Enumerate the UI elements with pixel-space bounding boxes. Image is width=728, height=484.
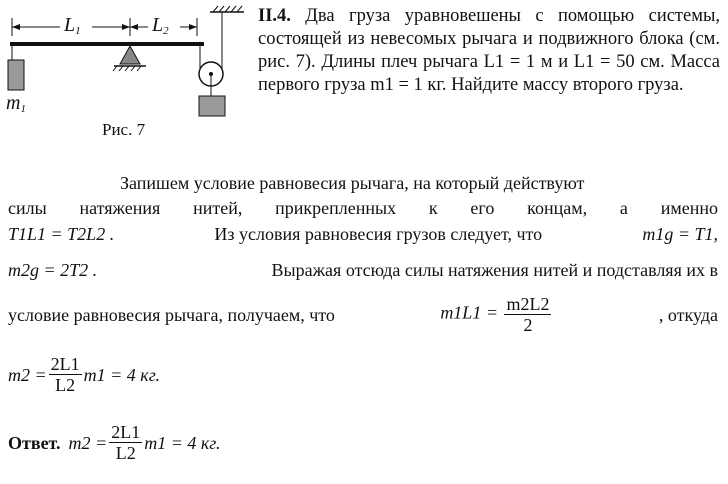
solution-line-6: m2 = $\frac{2L1}{L2}$ m1 = 4 кг. (8, 354, 161, 395)
fraction-m2l2-over-2: $\frac{m2L2}{2}$ (506, 294, 550, 335)
equation-second-load: m2g = 2T2 . (8, 260, 98, 280)
solution-line-5-tail: , откуда (658, 304, 718, 325)
solution-line-2: силы натяжения нитей, прикрепленных к его концам, а именно (8, 198, 718, 218)
figure-caption: Рис. 7 (102, 120, 146, 139)
problem-text: Два груза уравновешены с помощью системы, состоящей из невесомых рычага и подвижного блока (см. рис. 7). Длины плеч рычага L1 = 1 м и L1 = 50 см. Масса первого груза m1 = 1 кг. Найдите массу второго груза. (258, 6, 720, 95)
answer-line: Ответ. m2 = $\frac{2L1}{L2}$ m1 = 4 кг. (8, 422, 221, 463)
solution-line-1: Запишем условие равновесия рычага, на который действуют (120, 173, 585, 193)
equation-lever-balance: T1L1 = T2L2 . (8, 224, 115, 244)
solution-line-5 (8, 294, 718, 335)
equation-first-load: m1g = T1, (642, 224, 718, 244)
problem-number: II.4. (258, 6, 291, 26)
dim-label-l2: $L_2$ (152, 14, 169, 37)
mass-label-m1: $m_1$ (6, 92, 26, 115)
solution-line-3-text: Из условия равновесия грузов следует, что (214, 224, 543, 244)
fraction-2l1-over-l2: $\frac{2L1}{L2}$ (50, 354, 80, 395)
problem-statement (258, 5, 720, 97)
answer-label: Ответ. (8, 432, 61, 453)
solution-line-4-text: Выражая отсюда силы натяжения нитей и подставляя их в (271, 260, 718, 280)
equation-substituted: m1L1 = $\frac{m2L2}{2}$ (440, 294, 550, 335)
answer-fraction: $\frac{2L1}{L2}$ (111, 422, 141, 463)
solution-line-3 (8, 223, 718, 245)
solution-line-5-text: условие равновесия рычага, получаем, что (8, 304, 335, 325)
dim-label-l1: $L_1$ (64, 14, 81, 37)
solution-line-4 (8, 259, 718, 281)
